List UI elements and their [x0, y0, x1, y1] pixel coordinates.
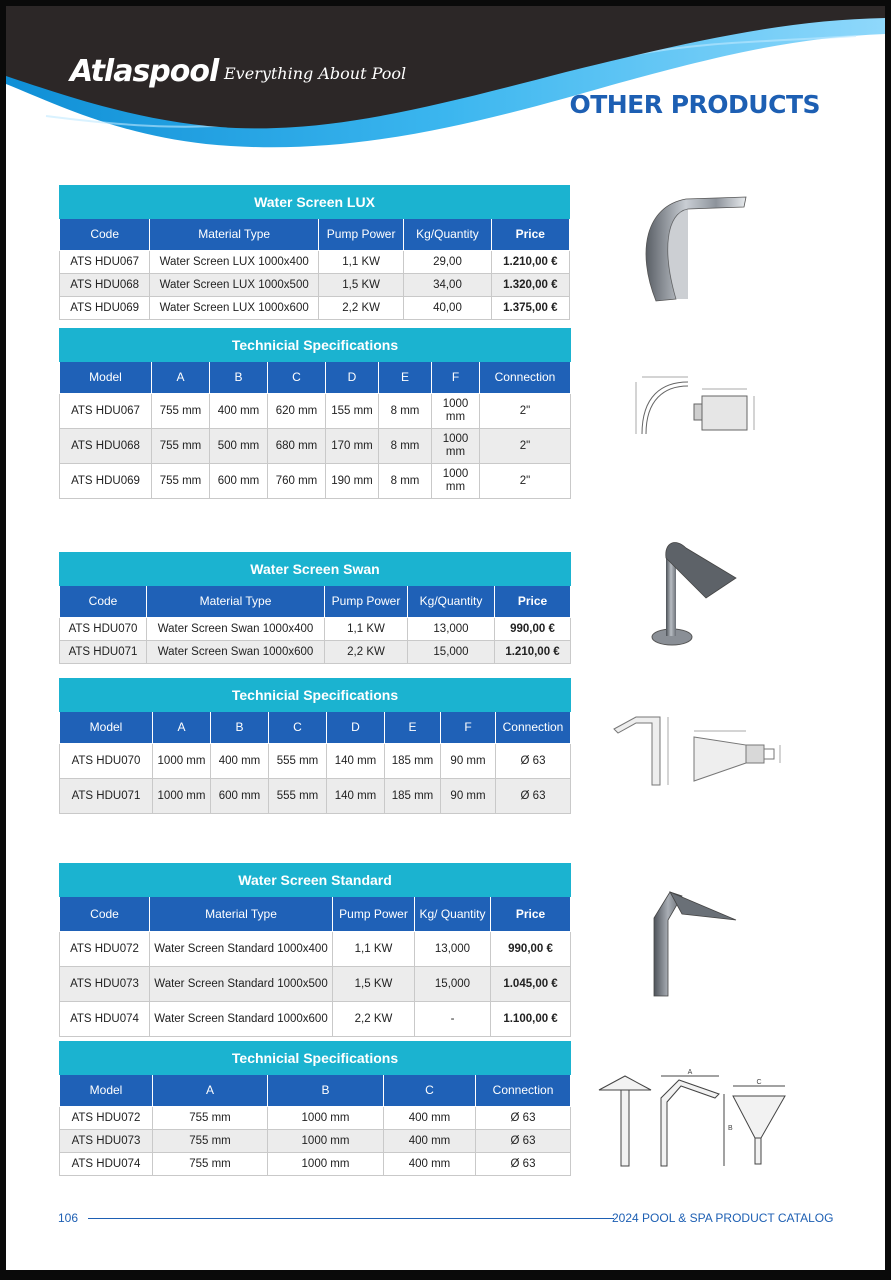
brand-tagline: Everything About Pool [224, 64, 407, 83]
column-header: Material Type [147, 586, 325, 618]
table-title: Water Screen LUX [60, 186, 570, 219]
table-cell: ATS HDU070 [60, 618, 147, 641]
table-cell: Water Screen Standard 1000x600 [150, 1002, 333, 1037]
table-cell: 13,000 [415, 932, 491, 967]
table-cell: 1000 mm [268, 1107, 384, 1130]
table-row [60, 464, 571, 499]
brand-logo: Atlaspool [70, 54, 219, 89]
price-cell: 1.375,00 € [491, 297, 569, 320]
catalog-title: 2024 POOL & SPA PRODUCT CATALOG [612, 1211, 834, 1225]
column-header: Pump Power [333, 897, 415, 932]
column-header: F [441, 712, 496, 744]
table-cell: 40,00 [404, 297, 491, 320]
table-cell: Water Screen LUX 1000x400 [150, 251, 319, 274]
column-header: Price [495, 586, 571, 618]
price-cell: 1.045,00 € [491, 967, 571, 1002]
table-cell: Water Screen LUX 1000x600 [150, 297, 319, 320]
table-cell: 90 mm [441, 779, 496, 814]
price-cell: 990,00 € [491, 932, 571, 967]
column-header: Connection [476, 1075, 571, 1107]
table-cell: ATS HDU070 [60, 744, 153, 779]
column-header: Model [60, 1075, 153, 1107]
column-header: Pump Power [325, 586, 408, 618]
page-title: OTHER PRODUCTS [569, 90, 820, 119]
column-header: Kg/Quantity [404, 219, 491, 251]
table-cell: 400 mm [211, 744, 269, 779]
table-cell: 1000 mm [268, 1130, 384, 1153]
column-header: C [384, 1075, 476, 1107]
table-cell: Ø 63 [476, 1107, 571, 1130]
table-cell: ATS HDU072 [60, 1107, 153, 1130]
table-cell: 1000 mm [432, 394, 480, 429]
table-row [60, 618, 571, 641]
table-cell: 600 mm [211, 779, 269, 814]
product-table-lux [59, 185, 570, 320]
column-header: E [379, 362, 432, 394]
table-cell: 1000 mm [153, 744, 211, 779]
table-cell: 15,000 [415, 967, 491, 1002]
column-header: F [432, 362, 480, 394]
table-cell: 2,2 KW [333, 1002, 415, 1037]
column-header: Material Type [150, 219, 319, 251]
table-cell: 185 mm [385, 744, 441, 779]
table-cell: 8 mm [379, 464, 432, 499]
table-title: Water Screen Standard [60, 864, 571, 897]
table-cell: Water Screen LUX 1000x500 [150, 274, 319, 297]
table-cell: 755 mm [153, 1153, 268, 1176]
table-cell: ATS HDU069 [60, 297, 150, 320]
table-cell: 90 mm [441, 744, 496, 779]
table-cell: ATS HDU068 [60, 274, 150, 297]
spec-table-swan [59, 678, 571, 814]
table-cell: Ø 63 [476, 1130, 571, 1153]
table-row [60, 1002, 571, 1037]
column-header: B [210, 362, 268, 394]
table-cell: 620 mm [268, 394, 326, 429]
table-cell: 2,2 KW [325, 641, 408, 664]
table-row [60, 274, 570, 297]
page-number: 106 [58, 1211, 79, 1225]
table-cell: 1,1 KW [333, 932, 415, 967]
table-cell: 13,000 [408, 618, 495, 641]
table-title: Technicial Specifications [60, 679, 571, 712]
table-cell: 680 mm [268, 429, 326, 464]
table-cell: ATS HDU069 [60, 464, 152, 499]
table-cell: ATS HDU071 [60, 779, 153, 814]
table-cell: 755 mm [153, 1130, 268, 1153]
water-screen-lux-image [626, 191, 751, 306]
table-cell: ATS HDU073 [60, 1130, 153, 1153]
product-table-standard [59, 863, 571, 1037]
water-screen-swan-drawing [606, 711, 786, 791]
table-cell: 755 mm [153, 1107, 268, 1130]
table-cell: 190 mm [326, 464, 379, 499]
column-header: Pump Power [318, 219, 403, 251]
column-header: B [268, 1075, 384, 1107]
column-header: Connection [496, 712, 571, 744]
table-title: Technicial Specifications [60, 329, 571, 362]
table-cell: ATS HDU074 [60, 1153, 153, 1176]
table-row [60, 251, 570, 274]
table-cell: 29,00 [404, 251, 491, 274]
table-cell: 155 mm [326, 394, 379, 429]
price-cell: 990,00 € [495, 618, 571, 641]
dimension-label: B [728, 1125, 733, 1132]
table-cell: 400 mm [384, 1153, 476, 1176]
table-row [60, 429, 571, 464]
water-screen-standard-drawing [595, 1068, 790, 1172]
table-cell: 760 mm [268, 464, 326, 499]
table-cell: 1000 mm [432, 464, 480, 499]
column-header: Model [60, 362, 152, 394]
table-cell: 8 mm [379, 429, 432, 464]
table-cell: 400 mm [210, 394, 268, 429]
table-cell: 755 mm [152, 429, 210, 464]
column-header: Code [60, 897, 150, 932]
table-cell: ATS HDU067 [60, 394, 152, 429]
table-row [60, 1107, 571, 1130]
column-header: A [153, 1075, 268, 1107]
water-screen-lux-drawing [632, 374, 762, 440]
column-header: C [268, 362, 326, 394]
table-cell: 1,5 KW [318, 274, 403, 297]
product-table-swan [59, 552, 571, 664]
table-row [60, 1130, 571, 1153]
price-cell: 1.210,00 € [491, 251, 569, 274]
column-header: Model [60, 712, 153, 744]
table-cell: ATS HDU073 [60, 967, 150, 1002]
spec-table-standard [59, 1041, 571, 1176]
table-cell: 555 mm [269, 744, 327, 779]
water-screen-swan-image [646, 534, 746, 652]
table-cell: 400 mm [384, 1130, 476, 1153]
table-cell: 140 mm [327, 779, 385, 814]
table-cell: 2" [480, 429, 571, 464]
table-cell: 2" [480, 464, 571, 499]
table-cell: Water Screen Standard 1000x400 [150, 932, 333, 967]
column-header: A [153, 712, 211, 744]
table-cell: 2" [480, 394, 571, 429]
table-cell: Water Screen Swan 1000x600 [147, 641, 325, 664]
table-row [60, 394, 571, 429]
table-cell: 1,1 KW [325, 618, 408, 641]
column-header: A [152, 362, 210, 394]
table-cell: 400 mm [384, 1107, 476, 1130]
table-cell: 2,2 KW [318, 297, 403, 320]
table-cell: 755 mm [152, 394, 210, 429]
price-cell: 1.100,00 € [491, 1002, 571, 1037]
table-row [60, 779, 571, 814]
water-screen-standard-image [642, 886, 742, 998]
table-cell: Ø 63 [496, 744, 571, 779]
table-cell: 34,00 [404, 274, 491, 297]
catalog-page [6, 6, 885, 1270]
column-header: D [327, 712, 385, 744]
table-title: Technicial Specifications [60, 1042, 571, 1075]
table-cell: 8 mm [379, 394, 432, 429]
column-header: Kg/ Quantity [415, 897, 491, 932]
table-cell: 140 mm [327, 744, 385, 779]
table-cell: 600 mm [210, 464, 268, 499]
column-header: Connection [480, 362, 571, 394]
table-cell: 15,000 [408, 641, 495, 664]
table-row [60, 641, 571, 664]
table-cell: 185 mm [385, 779, 441, 814]
price-cell: 1.210,00 € [495, 641, 571, 664]
table-cell: 1000 mm [432, 429, 480, 464]
table-row [60, 1153, 571, 1176]
table-title: Water Screen Swan [60, 553, 571, 586]
column-header: D [326, 362, 379, 394]
table-cell: 1,1 KW [318, 251, 403, 274]
column-header: C [269, 712, 327, 744]
table-cell: 1000 mm [153, 779, 211, 814]
column-header: Price [491, 219, 569, 251]
table-cell: Ø 63 [476, 1153, 571, 1176]
table-cell: 500 mm [210, 429, 268, 464]
table-cell: 1000 mm [268, 1153, 384, 1176]
spec-table-lux [59, 328, 571, 499]
column-header: Kg/Quantity [408, 586, 495, 618]
column-header: Price [491, 897, 571, 932]
column-header: Code [60, 219, 150, 251]
table-cell: 170 mm [326, 429, 379, 464]
dimension-label: C [756, 1079, 762, 1086]
dimension-label: A [687, 1069, 693, 1076]
column-header: B [211, 712, 269, 744]
table-cell: ATS HDU074 [60, 1002, 150, 1037]
column-header: Code [60, 586, 147, 618]
column-header: Material Type [150, 897, 333, 932]
table-row [60, 932, 571, 967]
price-cell: 1.320,00 € [491, 274, 569, 297]
table-cell: - [415, 1002, 491, 1037]
table-cell: ATS HDU072 [60, 932, 150, 967]
table-cell: ATS HDU071 [60, 641, 147, 664]
table-cell: Water Screen Standard 1000x500 [150, 967, 333, 1002]
table-row [60, 744, 571, 779]
table-row [60, 967, 571, 1002]
table-cell: 1,5 KW [333, 967, 415, 1002]
table-cell: Ø 63 [496, 779, 571, 814]
table-cell: ATS HDU068 [60, 429, 152, 464]
footer-divider [88, 1218, 614, 1219]
table-cell: 755 mm [152, 464, 210, 499]
table-cell: ATS HDU067 [60, 251, 150, 274]
column-header: E [385, 712, 441, 744]
table-cell: Water Screen Swan 1000x400 [147, 618, 325, 641]
table-cell: 555 mm [269, 779, 327, 814]
table-row [60, 297, 570, 320]
